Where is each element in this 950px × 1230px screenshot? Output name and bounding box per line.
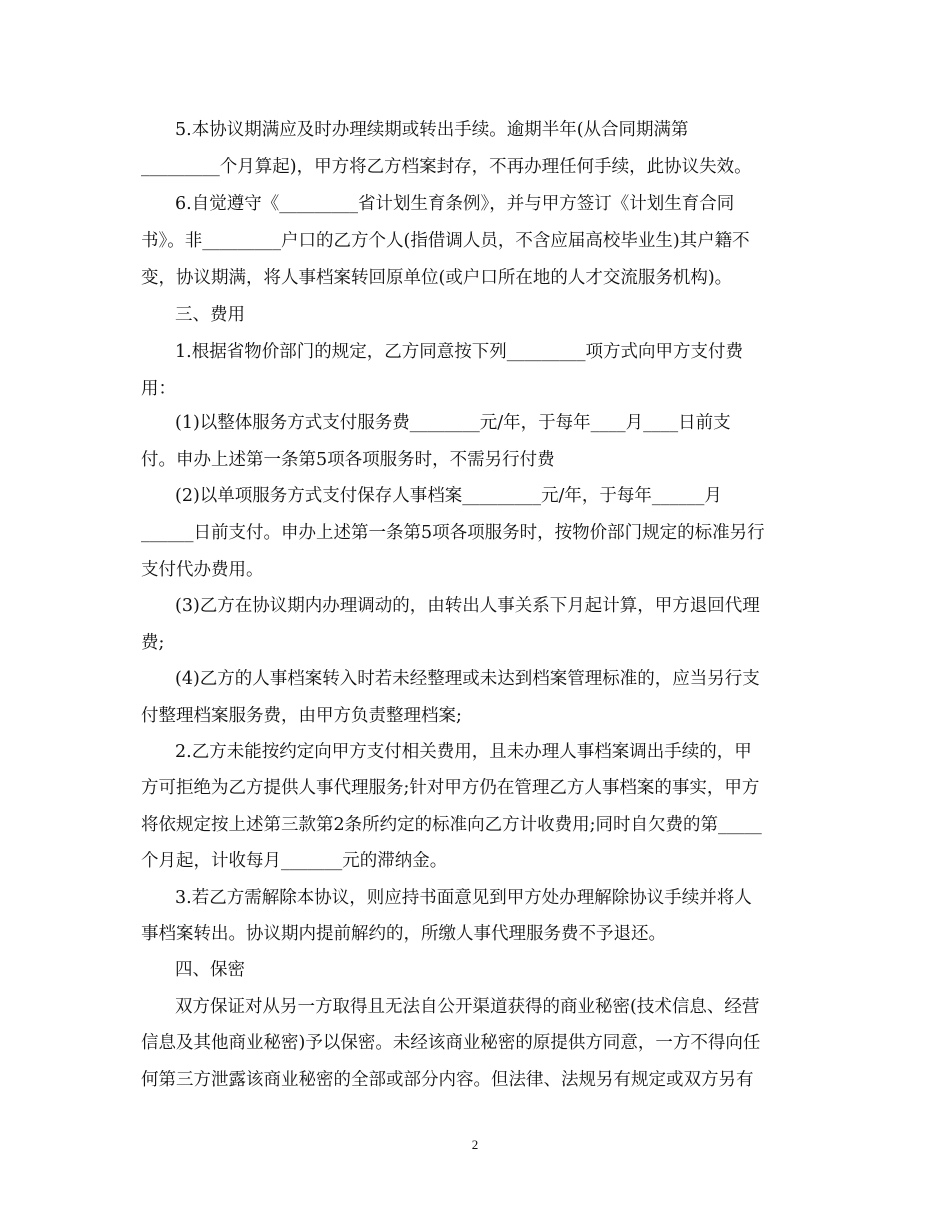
text-line: 付整理档案服务费，由甲方负责整理档案; bbox=[141, 706, 462, 726]
text-line: (1)以整体服务方式支付服务费________元/年，于每年____月____日前支 bbox=[175, 413, 731, 433]
text-line: 方可拒绝为乙方提供人事代理服务;针对甲方仍在管理乙方人事档案的事实，甲方 bbox=[141, 778, 760, 798]
text-line: (2)以单项服务方式支付保存人事档案_________元/年，于每年______月 bbox=[175, 486, 722, 506]
text-line: 1.根据省物价部门的规定，乙方同意按下列_________项方式向甲方支付费 bbox=[175, 342, 743, 362]
text-line: (4)乙方的人事档案转入时若未经整理或未达到档案管理标准的，应当另行支 bbox=[175, 669, 760, 689]
text-line: _________个月算起)，甲方将乙方档案封存，不再办理任何手续，此协议失效。 bbox=[141, 157, 752, 177]
text-line: 变，协议期满，将人事档案转回原单位(或户口所在地的人才交流服务机构)。 bbox=[141, 268, 733, 288]
section-heading: 四、保密 bbox=[175, 960, 245, 980]
text-line: 个月起，计收每月_______元的滞纳金。 bbox=[141, 851, 448, 871]
text-line: 2.乙方未能按约定向甲方支付相关费用，且未办理人事档案调出手续的，甲 bbox=[175, 742, 752, 762]
text-line: 3.若乙方需解除本协议，则应持书面意见到甲方处办理解除协议手续并将人 bbox=[175, 888, 752, 908]
text-line: 双方保证对从另一方取得且无法自公开渠道获得的商业秘密(技术信息、经营 bbox=[175, 997, 760, 1017]
text-line: 将依规定按上述第三款第2条所约定的标准向乙方计收费用;同时自欠费的第_____ bbox=[141, 815, 762, 835]
text-line: 用： bbox=[141, 379, 176, 399]
section-heading: 三、费用 bbox=[175, 305, 245, 325]
text-line: 信息及其他商业秘密)予以保密。未经该商业秘密的原提供方同意，一方不得向任 bbox=[141, 1033, 761, 1053]
text-line: 付。申办上述第一条第5项各项服务时，不需另行付费 bbox=[141, 450, 555, 470]
text-line: 6.自觉遵守《_________省计划生育条例》，并与甲方签订《计划生育合同 bbox=[175, 194, 735, 214]
text-line: (3)乙方在协议期内办理调动的，由转出人事关系下月起计算，甲方退回代理 bbox=[175, 596, 760, 616]
text-line: ______日前支付。申办上述第一条第5项各项服务时，按物价部门规定的标准另行 bbox=[141, 523, 765, 543]
text-line: 支付代办费用。 bbox=[141, 560, 264, 580]
text-line: 费; bbox=[141, 633, 165, 653]
text-line: 5.本协议期满应及时办理续期或转出手续。逾期半年(从合同期满第 bbox=[175, 120, 689, 140]
text-line: 何第三方泄露该商业秘密的全部或部分内容。但法律、法规另有规定或双方另有 bbox=[141, 1070, 754, 1090]
page-number: 2 bbox=[471, 1137, 479, 1152]
text-line: 书》。非_________户口的乙方个人(指借调人员，不含应届高校毕业生)其户籍不 bbox=[141, 231, 750, 251]
text-line: 事档案转出。协议期内提前解约的，所缴人事代理服务费不予退还。 bbox=[141, 924, 666, 944]
